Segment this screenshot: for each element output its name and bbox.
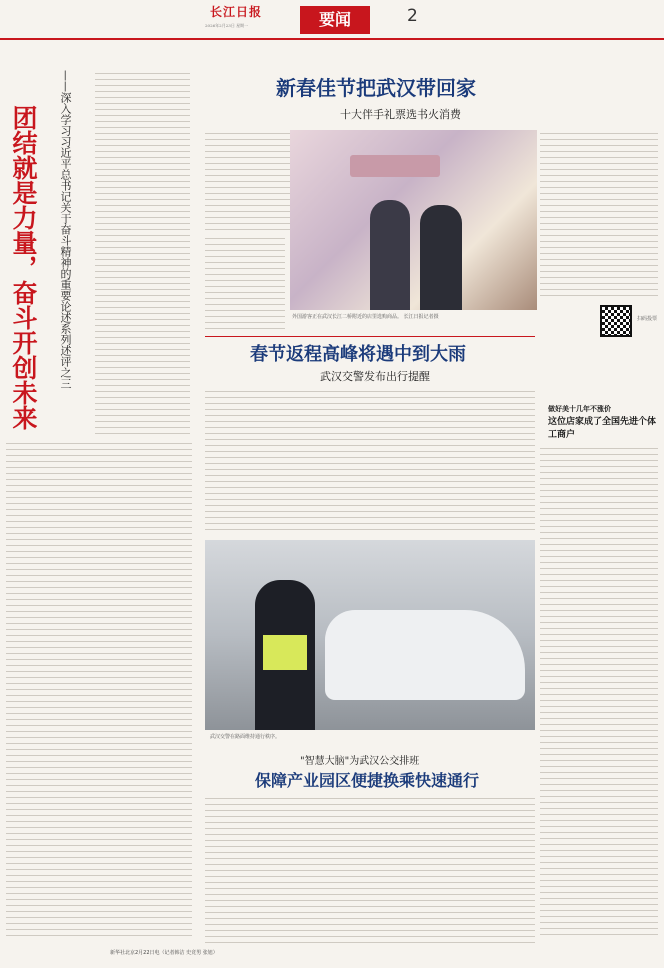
lead-kicker: ——深入学习习近平总书记关于奋斗精神的重要论述系列述评之三 bbox=[59, 70, 72, 389]
lead-body-right bbox=[95, 70, 190, 435]
officer-vest bbox=[263, 635, 307, 670]
lead-title: 团结就是力量，奋斗开创未来 bbox=[9, 105, 38, 430]
story1-body-right bbox=[540, 130, 658, 300]
qr-code[interactable] bbox=[600, 305, 632, 337]
page-number: 2 bbox=[407, 6, 418, 26]
masthead bbox=[0, 0, 664, 40]
lead-body-lower bbox=[6, 440, 192, 940]
paper-logo: 长江日报 bbox=[210, 5, 263, 19]
story3-title: 保障产业园区便捷换乘快速通行 bbox=[255, 771, 480, 790]
story2-rule bbox=[205, 336, 535, 337]
sidebar-kicker: 做好美十几年不涨价 bbox=[548, 404, 611, 413]
date-line: 2026年2月23日 星期一 bbox=[205, 23, 249, 28]
car bbox=[325, 610, 525, 700]
story1-body-lower bbox=[205, 235, 285, 330]
story1-caption: 外国游客正在武汉长江二桥附近的店里选购商品。 长江日报记者摄 bbox=[292, 314, 439, 320]
story2-photo bbox=[205, 540, 535, 730]
sidebar-body bbox=[540, 445, 658, 940]
story2-caption: 武汉交警在路面维持通行秩序。 bbox=[210, 734, 281, 740]
sidebar-title: 这位店家成了全国先进个体工商户 bbox=[548, 417, 657, 440]
footer-line: 新华社北京2月22日电（记者韩洁 史竞男 张旭） bbox=[110, 950, 218, 956]
story3-body bbox=[205, 795, 535, 945]
story2-subtitle: 武汉交警发布出行提醒 bbox=[320, 370, 430, 383]
person-left bbox=[370, 200, 410, 310]
story1-title: 新春佳节把武汉带回家 bbox=[276, 76, 476, 100]
qr-label: 扫码投票 bbox=[637, 316, 658, 322]
person-right bbox=[420, 205, 462, 310]
section-label: 要闻 bbox=[300, 6, 370, 34]
story1-photo bbox=[290, 130, 537, 310]
story2-body bbox=[205, 388, 535, 533]
story1-subtitle: 十大伴手礼票选书火消费 bbox=[340, 108, 461, 121]
shop-sign bbox=[350, 155, 440, 177]
story2-title: 春节返程高峰将遇中到大雨 bbox=[250, 344, 466, 365]
story3-kicker: "智慧大脑"为武汉公交排班 bbox=[300, 756, 420, 767]
